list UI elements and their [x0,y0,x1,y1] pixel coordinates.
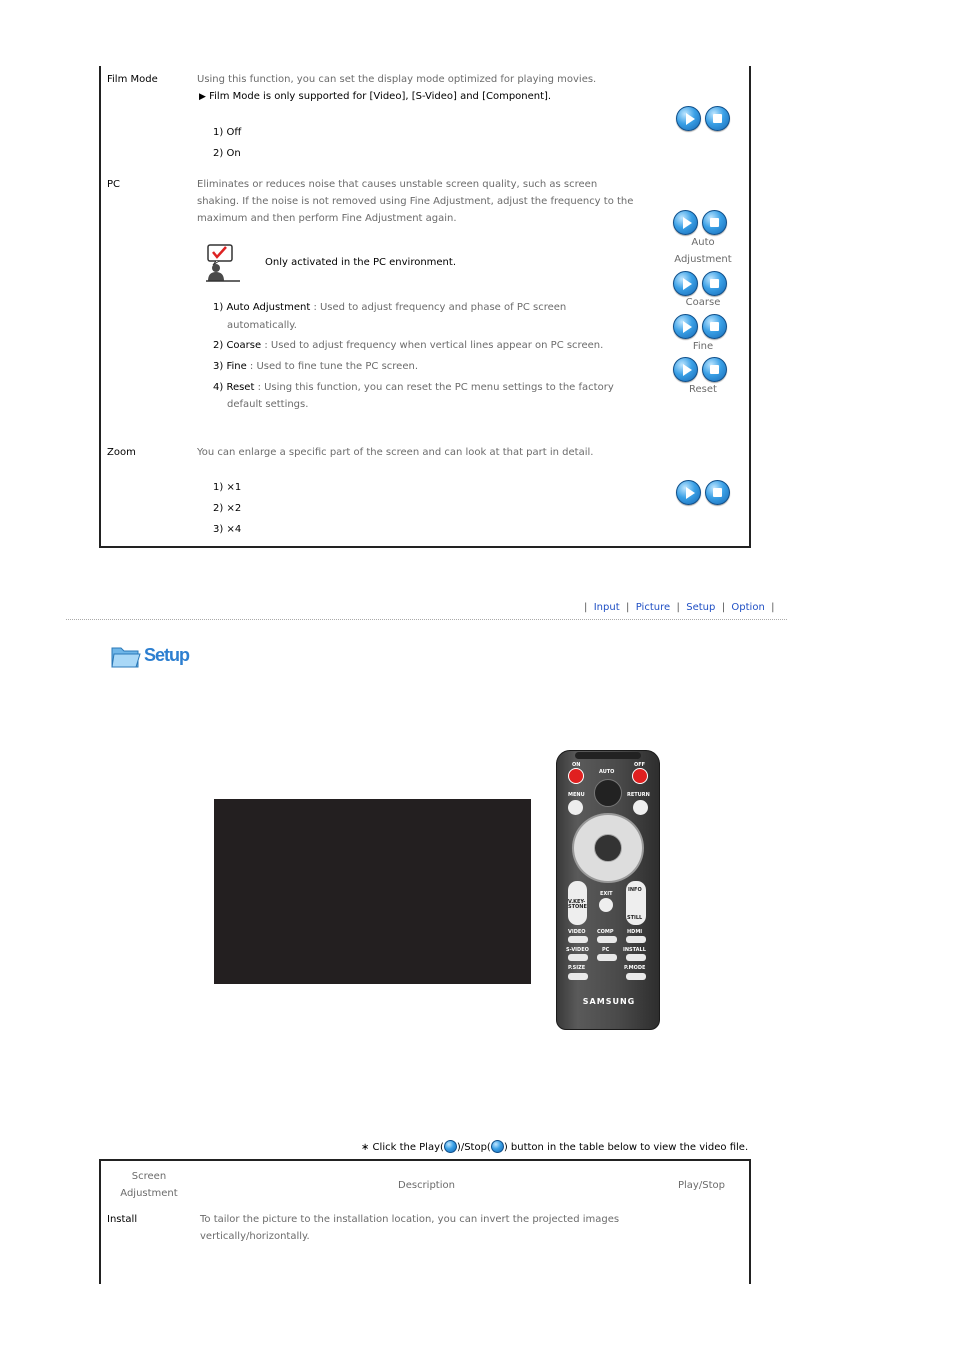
remote-control [556,750,660,1030]
bottom-table-left-border [99,1159,101,1284]
zoom-option: 1) ×1 [213,482,242,493]
reset-play-stop [673,357,727,382]
pc-description-line: maximum and then perform Fine Adjustment again. [197,213,457,224]
button-caption: Adjustment [674,254,732,265]
header-description: Description [398,1180,455,1191]
stop-button[interactable] [702,357,727,382]
remote-svideo-button[interactable] [568,954,588,961]
remote-label-return: RETURN [627,792,650,798]
remote-label-video: VIDEO [568,929,586,935]
remote-enter-button[interactable] [594,834,622,862]
zoom-option: 2) ×2 [213,503,242,514]
remote-video-button[interactable] [568,936,588,943]
remote-label-menu: MENU [568,792,585,798]
remote-label-keystone: V.KEY-STONE [568,899,587,910]
zoom-description: You can enlarge a specific part of the screen and can look at that part in detail. [197,447,594,458]
button-caption: Reset [689,384,717,395]
top-table-left-border [99,66,101,548]
button-caption: Coarse [685,297,721,308]
film-mode-description: Using this function, you can set the display mode optimized for playing movies. [197,74,597,85]
pc-option-fine: 3) Fine : Used to fine tune the PC screen. [213,361,418,372]
section-title: Setup [144,645,190,665]
pc-notice-text: Only activated in the PC environment. [265,257,456,268]
nav-link-picture[interactable]: Picture [635,602,671,613]
stop-button[interactable] [702,271,727,296]
button-caption: Fine [692,341,714,352]
play-button[interactable] [673,271,698,296]
remote-install-button[interactable] [626,954,646,961]
play-button[interactable] [676,106,701,131]
pc-description-line: Eliminates or reduces noise that causes unstable screen quality, such as screen [197,179,598,190]
nav-link-input[interactable]: Input [593,602,620,613]
remote-label-svideo: S-VIDEO [566,947,589,953]
remote-psize-button[interactable] [568,973,588,980]
play-icon [444,1140,457,1153]
remote-ir-window [575,752,641,759]
film-mode-option: 2) On [213,148,241,159]
remote-label-auto: AUTO [599,769,615,775]
arrow-right-icon: ▶ [199,92,206,102]
section-nav: | Input | Picture | Setup | Option | [584,602,775,613]
header-play-stop: Play/Stop [678,1180,725,1191]
remote-auto-button[interactable] [594,779,622,807]
remote-pmode-button[interactable] [626,973,646,980]
remote-label-still: STILL [627,915,643,921]
play-button[interactable] [673,357,698,382]
zoom-option: 3) ×4 [213,524,242,535]
remote-power-off-button[interactable] [632,768,648,784]
folder-icon [110,642,142,670]
install-label: Install [107,1214,138,1225]
coarse-play-stop [673,271,727,296]
play-button[interactable] [676,480,701,505]
remote-label-info: INFO [628,887,642,893]
zoom-label: Zoom [107,447,136,458]
install-description-line: vertically/horizontally. [200,1231,310,1242]
remote-label-exit: EXIT [600,891,613,897]
play-button[interactable] [673,210,698,235]
pc-label: PC [107,179,121,190]
top-table-right-border [749,66,751,548]
pc-option-coarse: 2) Coarse : Used to adjust frequency when vertical lines appear on PC screen. [213,340,604,351]
auto-adjustment-play-stop [673,210,727,235]
remote-label-hdmi: HDMI [627,929,643,935]
stop-button[interactable] [705,480,730,505]
remote-label-pc: PC [602,947,610,953]
bottom-table-right-border [749,1159,751,1284]
button-caption: Auto [691,237,715,248]
play-button[interactable] [673,314,698,339]
remote-label-on: ON [572,762,581,768]
stop-button[interactable] [702,210,727,235]
remote-comp-button[interactable] [597,936,617,943]
film-mode-label: Film Mode [107,74,158,85]
install-description-line: To tailor the picture to the installation location, you can invert the projected images [200,1214,620,1225]
pc-option-auto-cont: automatically. [227,320,297,331]
pc-option-auto: 1) Auto Adjustment : Used to adjust frequency and phase of PC screen [213,302,567,313]
film-mode-play-stop [676,106,730,131]
remote-power-on-button[interactable] [568,768,584,784]
remote-brand-logo: SAMSUNG [582,997,636,1006]
notice-person-icon [202,243,242,283]
stop-icon [491,1140,504,1153]
stop-button[interactable] [705,106,730,131]
remote-label-install: INSTALL [623,947,646,953]
remote-label-comp: COMP [597,929,614,935]
remote-label-psize: P.SIZE [568,965,586,971]
film-mode-option: 1) Off [213,127,242,138]
header-screen-adjustment: Screen Adjustment [120,1171,178,1199]
nav-link-setup[interactable]: Setup [686,602,716,613]
nav-link-option[interactable]: Option [731,602,765,613]
pc-option-reset: 4) Reset : Using this function, you can reset the PC menu settings to the factory [213,382,614,393]
film-mode-note: ▶ Film Mode is only supported for [Video], [S-Video] and [Component]. [199,91,552,102]
pc-description-line: shaking. If the noise is not removed using Fine Adjustment, adjust the frequency to the [197,196,634,207]
pc-option-reset-cont: default settings. [227,399,309,410]
fine-play-stop [673,314,727,339]
bottom-table-top-border [99,1159,751,1161]
play-stop-hint: ∗ Click the Play( )/Stop( ) button in the table below to view the video file. [361,1142,749,1153]
remote-label-off: OFF [634,762,646,768]
remote-label-pmode: P.MODE [624,965,646,971]
remote-hdmi-button[interactable] [626,936,646,943]
zoom-play-stop [676,480,730,505]
video-player-area[interactable] [214,799,531,984]
remote-return-button[interactable] [633,800,648,815]
remote-menu-button[interactable] [568,800,583,815]
remote-pc-button[interactable] [597,954,617,961]
dotted-divider [66,619,787,620]
top-table-bottom-border [99,546,751,548]
remote-exit-button[interactable] [599,898,613,912]
stop-button[interactable] [702,314,727,339]
